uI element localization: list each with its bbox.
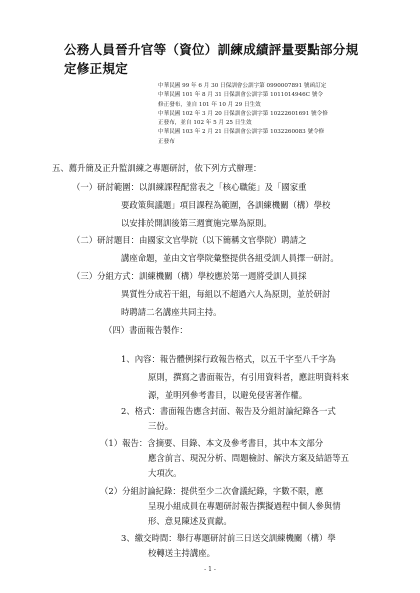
sub-sub-item-line: 應含前言、現況分析、問題檢討、解決方案及結語等五: [148, 453, 349, 463]
item-4-heading: （四）書面報告製作：: [104, 325, 188, 335]
history-line: 中華民國 99 年 6 月 30 日保訓會公訓字第 0990007891 號函訂定: [158, 83, 327, 89]
sub-item-line: 3、繳交時間：舉行專題研討前三日送交訓練機關（構）學: [121, 533, 336, 543]
sub-item-line: 校轉送主持講座。: [148, 548, 215, 558]
item-3-line: 時聘請二名講座共同主持。: [121, 307, 222, 317]
item-1-line: （一）研討範圍：以訓練課程配當表之「核心職能」及「國家重: [72, 182, 307, 192]
item-3-line: （三）分組方式：訓練機關（構）學校應於第一週將受訓人員採: [72, 271, 307, 281]
sub-item-line: 源，並明列參考書目，以避免侵害著作權。: [148, 390, 308, 400]
amendment-history: [158, 82, 348, 147]
sub-item-line: 1、內容：報告體例採行政報告格式，以五千字至八千字為: [121, 354, 336, 364]
history-line: 中華民國 102 年 3 月 20 日保訓會公訓字第 10222601691 號令修: [158, 110, 328, 117]
item-1-line: 以安排於開訓後第三週實施完畢為原則。: [121, 218, 272, 228]
sub-sub-item-line: 大項次。: [148, 468, 182, 478]
item-1-line: 要政策與議題」項目課程為範圍，各訓練機關（構）學校: [121, 200, 331, 210]
history-line: 中華民國 103 年 2 月 21 日保訓會公訓字第 1032260083 號令修: [158, 129, 325, 136]
sub-item-line: 原則，撰寫之書面報告，有引用資料者，應註明資料來: [148, 372, 349, 382]
sub-sub-item-line: 形、意見陳述及貢獻。: [148, 516, 232, 526]
sub-sub-item-line: 呈現小組成員在專題研討報告撰擬過程中個人參與情: [148, 501, 341, 511]
document-title: [64, 40, 364, 78]
history-line: 正發布，並自 102 年 5 月 25 日生效: [158, 120, 252, 127]
sub-item-line: 三份。: [148, 421, 174, 431]
item-2-line: （二）研討題目：由國家文官學院（以下簡稱文官學院）聘請之: [72, 235, 307, 245]
sub-sub-item-line: （2）分組討論紀錄：提供至少二次會議紀錄，字數不限，應: [100, 486, 324, 496]
item-3-line: 異質性分成若干組，每組以不超過六人為原則，並於研討: [121, 289, 331, 299]
history-line: 修正發布，並自 101 年 10 月 29 日生效: [158, 101, 261, 108]
sub-item-line: 2、格式：書面報告應含封面、報告及分組討論紀錄各一式: [121, 406, 336, 416]
title-line: 公務人員晉升官等（資位）訓練成績評量要點部分規: [64, 42, 359, 57]
section-heading: 五、薦升簡及正升監訓練之專題研討，依下列方式辦理：: [52, 163, 262, 173]
item-2-line: 講座命題，並由文官學院彙整提供各組受訓人員擇一研討。: [121, 253, 339, 263]
history-line: 中華民國 101 年 8 月 31 日保訓會公訓字第 1011014946C 號令: [158, 92, 323, 99]
history-line: 正發布: [158, 138, 175, 145]
title-line: 定修正規定: [64, 61, 129, 76]
page-number: - 1 -: [204, 566, 216, 573]
sub-sub-item-line: （1）報告：含摘要、目錄、本文及參考書目，其中本文部分: [100, 438, 324, 448]
